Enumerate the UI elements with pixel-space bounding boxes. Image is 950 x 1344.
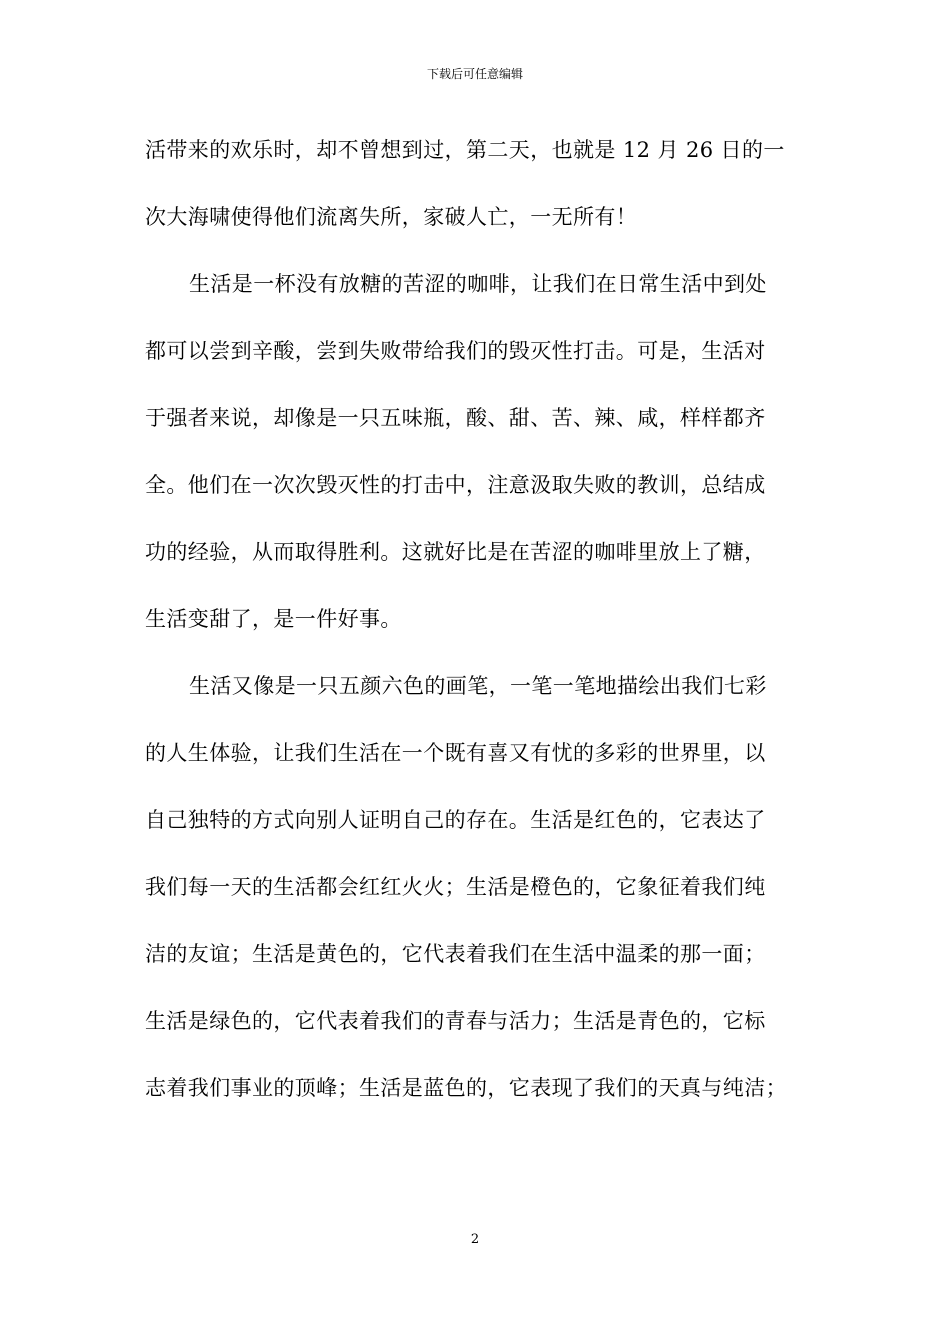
text-line: 的人生体验，让我们生活在一个既有喜又有忧的多彩的世界里，以 <box>145 741 766 765</box>
page-header: 下载后可任意编辑 <box>426 67 523 81</box>
text-line: 都可以尝到辛酸，尝到失败带给我们的毁灭性打击。可是，生活对 <box>145 339 766 363</box>
text-line: 生活变甜了，是一件好事。 <box>145 607 402 631</box>
text-line: 功的经验，从而取得胜利。这就好比是在苦涩的咖啡里放上了糖， <box>145 540 766 564</box>
text-line: 洁的友谊；生活是黄色的，它代表着我们在生活中温柔的那一面； <box>145 942 766 966</box>
text-line: 活带来的欢乐时，却不曾想到过，第二天，也就是 12 月 26 日的一 <box>145 138 785 162</box>
text-line: 我们每一天的生活都会红红火火；生活是橙色的，它象征着我们纯 <box>145 875 766 899</box>
body-text <box>145 129 815 1134</box>
paragraph-first-line: 生活又像是一只五颜六色的画笔，一笔一笔地描绘出我们七彩 <box>189 674 767 698</box>
text-line: 于强者来说，却像是一只五味瓶，酸、甜、苦、辣、咸，样样都齐 <box>145 406 766 430</box>
text-line: 全。他们在一次次毁灭性的打击中，注意汲取失败的教训，总结成 <box>145 473 766 497</box>
text-line: 次大海啸使得他们流离失所，家破人亡，一无所有！ <box>145 205 638 229</box>
text-line: 生活是绿色的，它代表着我们的青春与活力；生活是青色的，它标 <box>145 1009 766 1033</box>
text-line: 志着我们事业的顶峰；生活是蓝色的，它表现了我们的天真与纯洁； <box>145 1076 787 1100</box>
paragraph-first-line: 生活是一杯没有放糖的苦涩的咖啡，让我们在日常生活中到处 <box>189 272 767 296</box>
text-line: 自己独特的方式向别人证明自己的存在。生活是红色的，它表达了 <box>145 808 766 832</box>
page-number: 2 <box>470 1232 480 1247</box>
